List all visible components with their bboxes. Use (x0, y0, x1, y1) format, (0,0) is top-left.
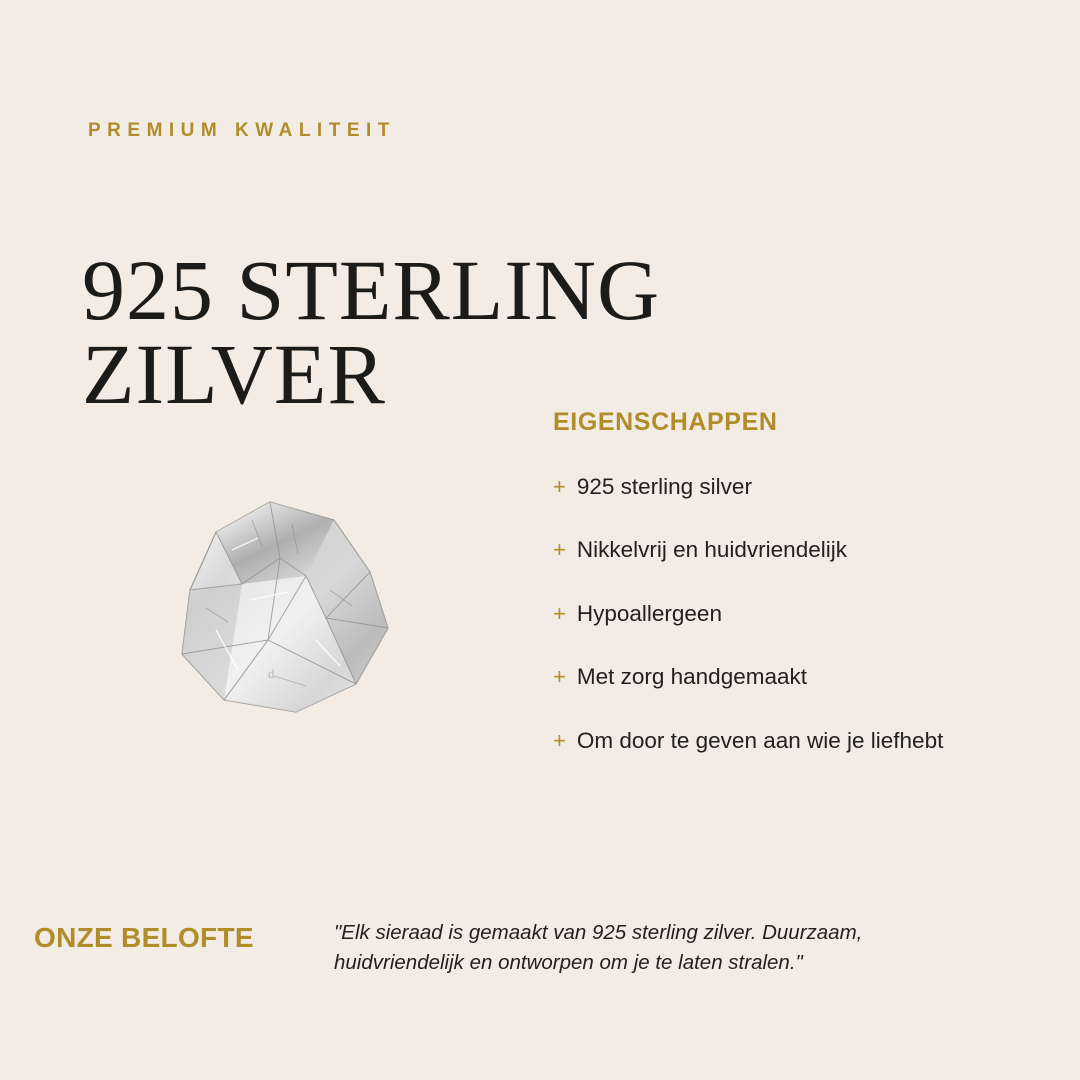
list-item-label: Met zorg handgemaakt (576, 664, 807, 690)
silver-nugget-image (120, 480, 440, 750)
list-item-label: Om door te geven aan wie je liefhebt (576, 727, 944, 753)
page-title (82, 241, 702, 422)
promise-section (34, 918, 1044, 977)
list-item (553, 600, 1053, 627)
list-item (553, 727, 1053, 754)
plus-icon: + (553, 664, 566, 690)
promise-label: ONZE BELOFTE (34, 922, 254, 953)
features-title: EIGENSCHAPPEN (553, 408, 778, 436)
page-title-line-2: ZILVER (82, 325, 386, 422)
features-section (553, 408, 1053, 754)
list-item-label: 925 sterling silver (576, 474, 752, 499)
promise-text: "Elk sieraad is gemaakt van 925 sterling zilver. Duurzaam, huidvriendelijk en ontworpen om je te laten stralen." (334, 921, 863, 974)
list-item (553, 663, 1053, 690)
eyebrow-label: PREMIUM KWALITEIT (88, 120, 396, 141)
plus-icon: + (553, 727, 566, 753)
plus-icon: + (553, 537, 566, 563)
list-item (553, 536, 1053, 563)
page-title-line-1: 925 STERLING (82, 241, 661, 338)
list-item (553, 473, 1053, 500)
list-item-label: Hypoallergeen (576, 600, 722, 626)
plus-icon: + (553, 600, 566, 626)
image-watermark: d (268, 666, 276, 681)
plus-icon: + (553, 474, 566, 499)
list-item-label: Nikkelvrij en huidvriendelijk (576, 537, 847, 563)
